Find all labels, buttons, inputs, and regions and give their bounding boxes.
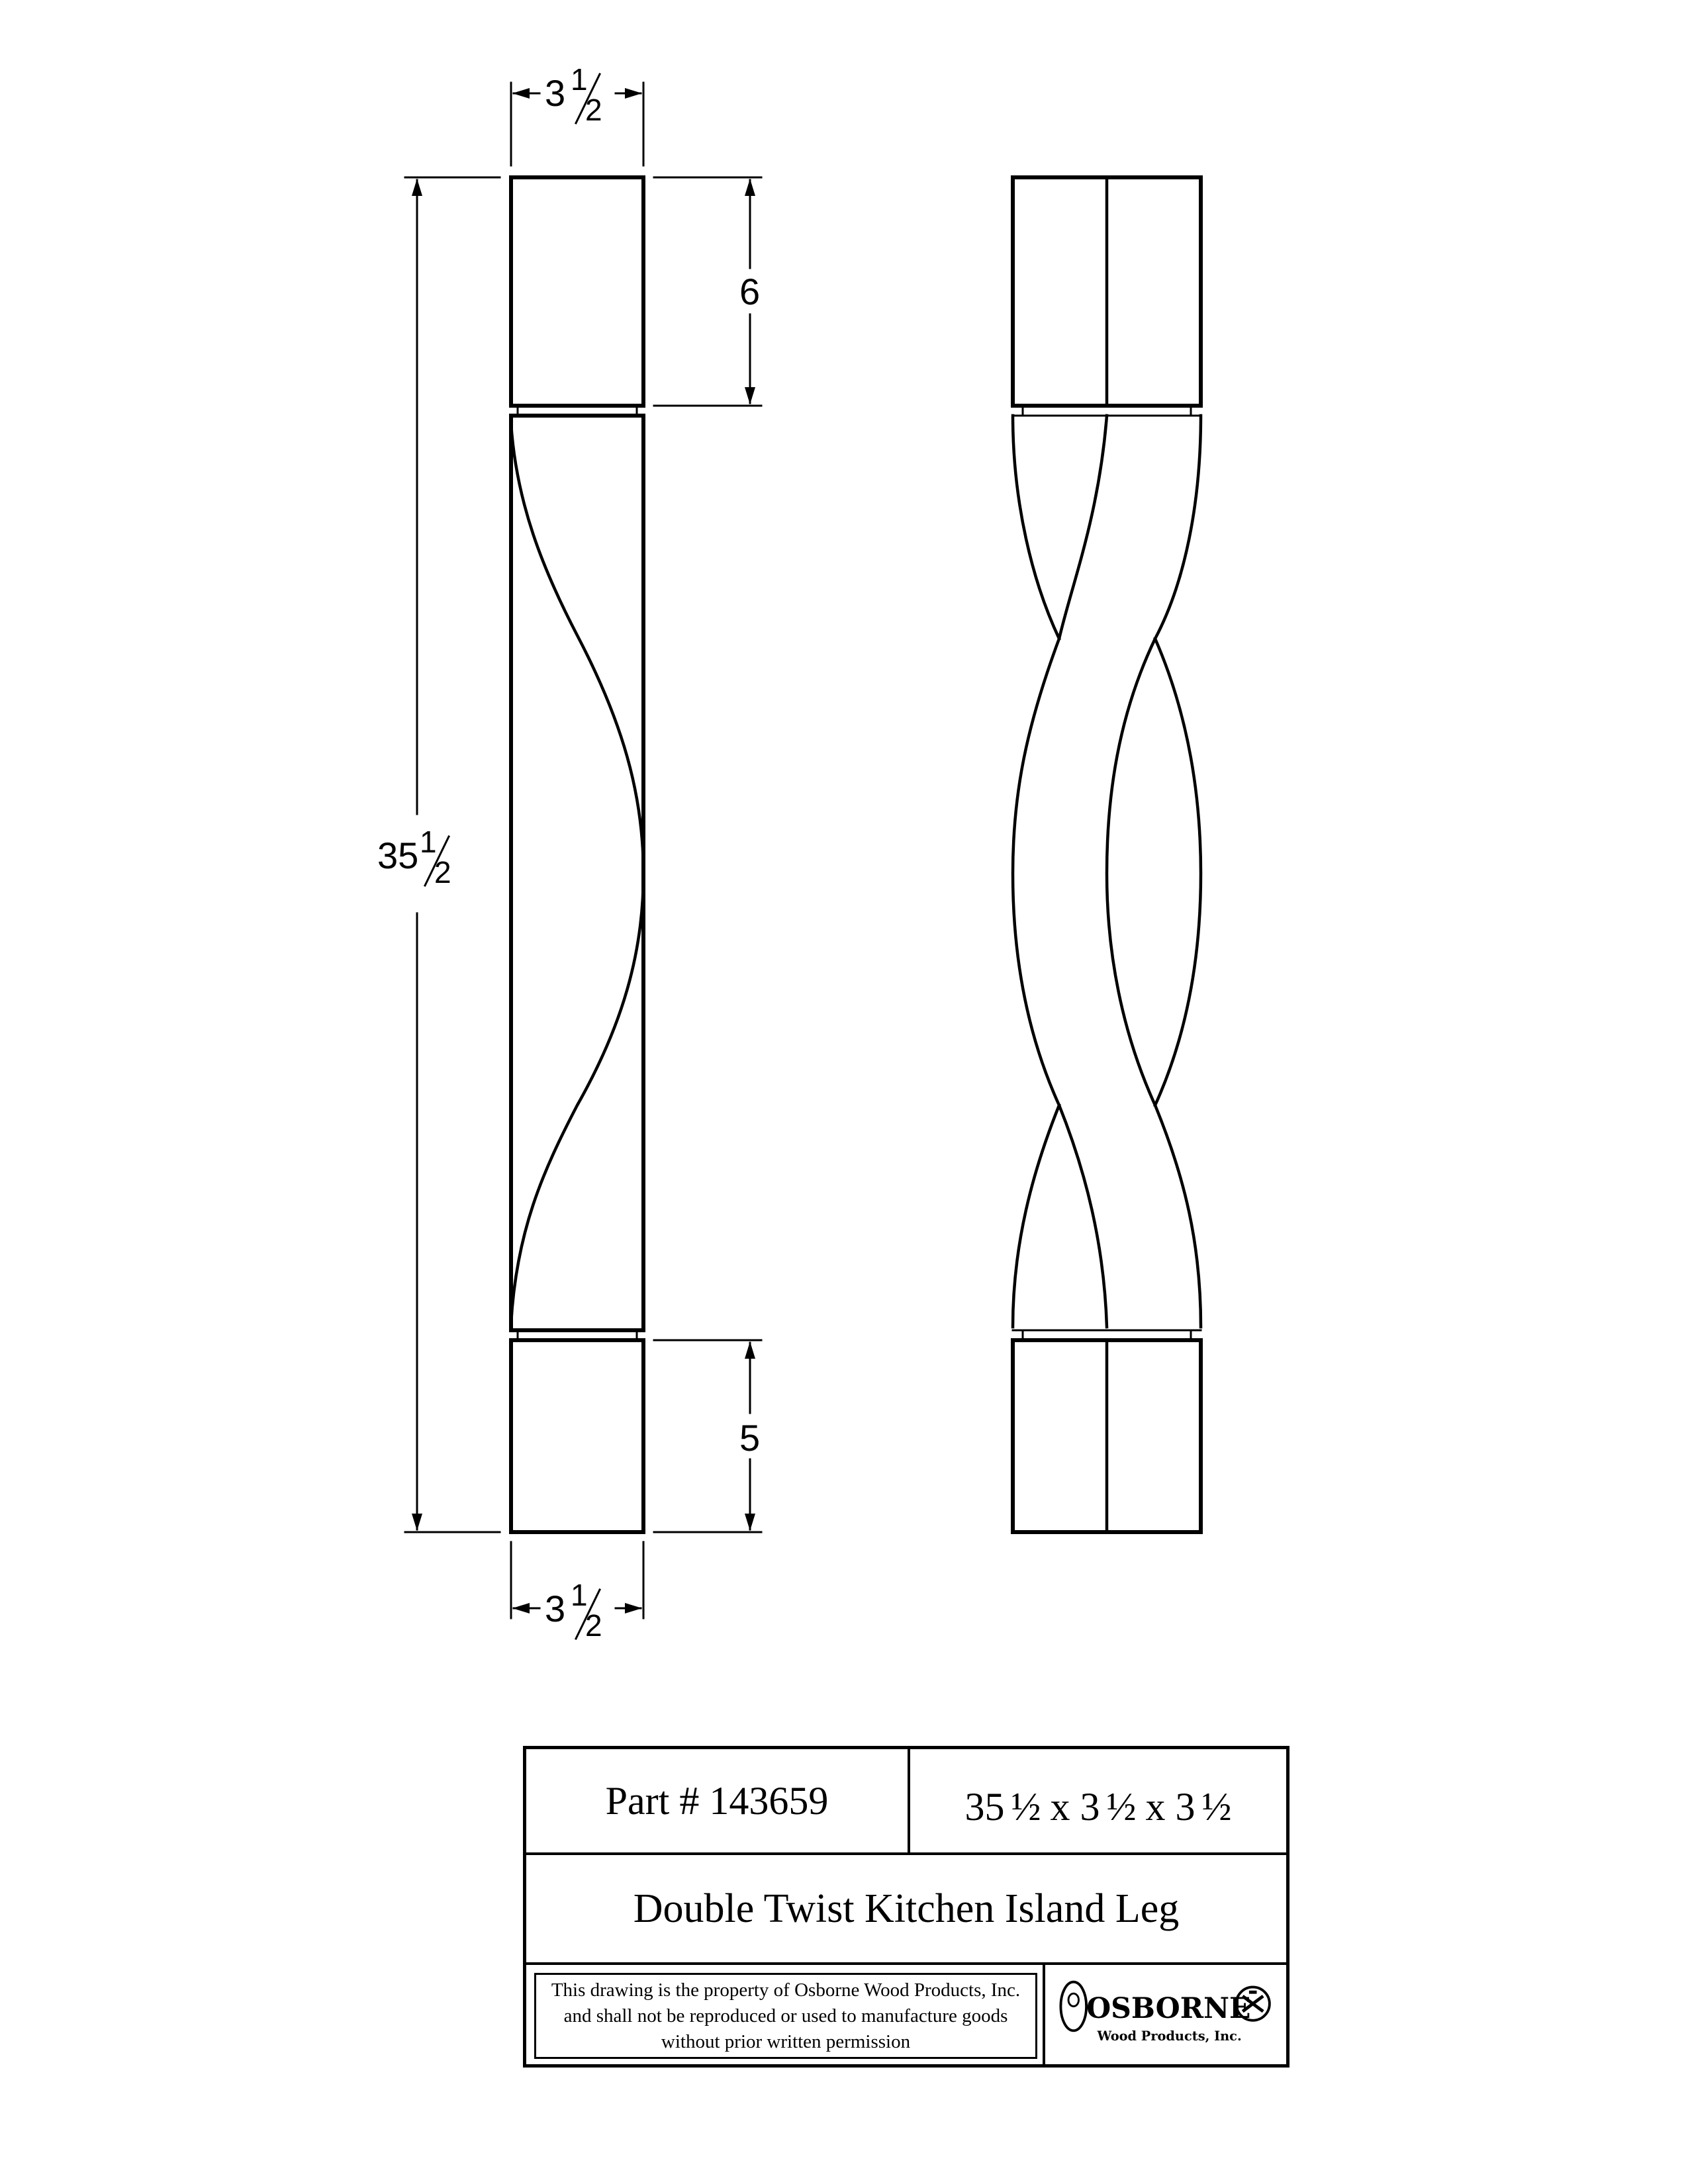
side-strand-b: [1107, 416, 1201, 1327]
copyright-notice: This drawing is the property of Osborne Wood Products, Inc. and shall not be reproduced or used to manufacture goods without prior written permission: [534, 1973, 1037, 2059]
bottom-width-num: 1: [571, 1578, 588, 1612]
part-description: Double Twist Kitchen Island Leg: [526, 1855, 1286, 1965]
overall-height-den: 2: [434, 855, 451, 889]
size-frac-1: ½: [1011, 1784, 1041, 1829]
bottom-block-dim: 5: [739, 1417, 761, 1459]
overall-height-num: 1: [420, 825, 437, 859]
title-block: [523, 1746, 1289, 2068]
size-frac-2: ½: [1106, 1784, 1137, 1829]
bottom-width-den: 2: [585, 1608, 602, 1643]
title-row-footer: [526, 1965, 1286, 2068]
size-part-1: 35: [964, 1784, 1005, 1829]
top-width-whole: 3: [545, 72, 566, 114]
size-part-3: x 3: [1145, 1784, 1196, 1829]
dim-bottom-block: [654, 1340, 761, 1532]
title-row-part: [526, 1749, 1286, 1855]
side-view: [1013, 177, 1201, 1532]
twist-body: [511, 416, 643, 1330]
footer-divider: [1043, 1965, 1045, 2068]
side-strand-a-bottom: [1013, 1105, 1059, 1327]
front-view: [511, 177, 643, 1532]
overall-size: [910, 1749, 1286, 1852]
osborne-logo: [1049, 1965, 1286, 2068]
dim-bottom-width: [511, 1542, 643, 1643]
top-block-dim: 6: [739, 271, 761, 312]
dim-top-block: [654, 177, 761, 406]
top-width-den: 2: [585, 93, 602, 127]
part-number: Part # 143659: [526, 1749, 910, 1852]
bottom-block: [511, 1340, 643, 1532]
size-frac-3: ½: [1201, 1784, 1232, 1829]
side-strand-b-outer: [1155, 639, 1201, 1105]
top-width-num: 1: [571, 62, 588, 97]
dim-top-width: [511, 62, 643, 165]
twist-curve: [511, 424, 643, 1324]
logo-subtitle: Wood Products, Inc.: [1097, 2028, 1242, 2044]
side-strand-a-top: [1013, 416, 1059, 639]
overall-height-whole: 35: [377, 835, 419, 876]
side-strand-a: [1013, 416, 1107, 1327]
size-part-2: x 3: [1050, 1784, 1100, 1829]
logo-name: OSBORNE: [1086, 1991, 1251, 2025]
dim-overall-height: [377, 177, 500, 1532]
top-block: [511, 177, 643, 406]
bottom-width-whole: 3: [545, 1588, 566, 1629]
